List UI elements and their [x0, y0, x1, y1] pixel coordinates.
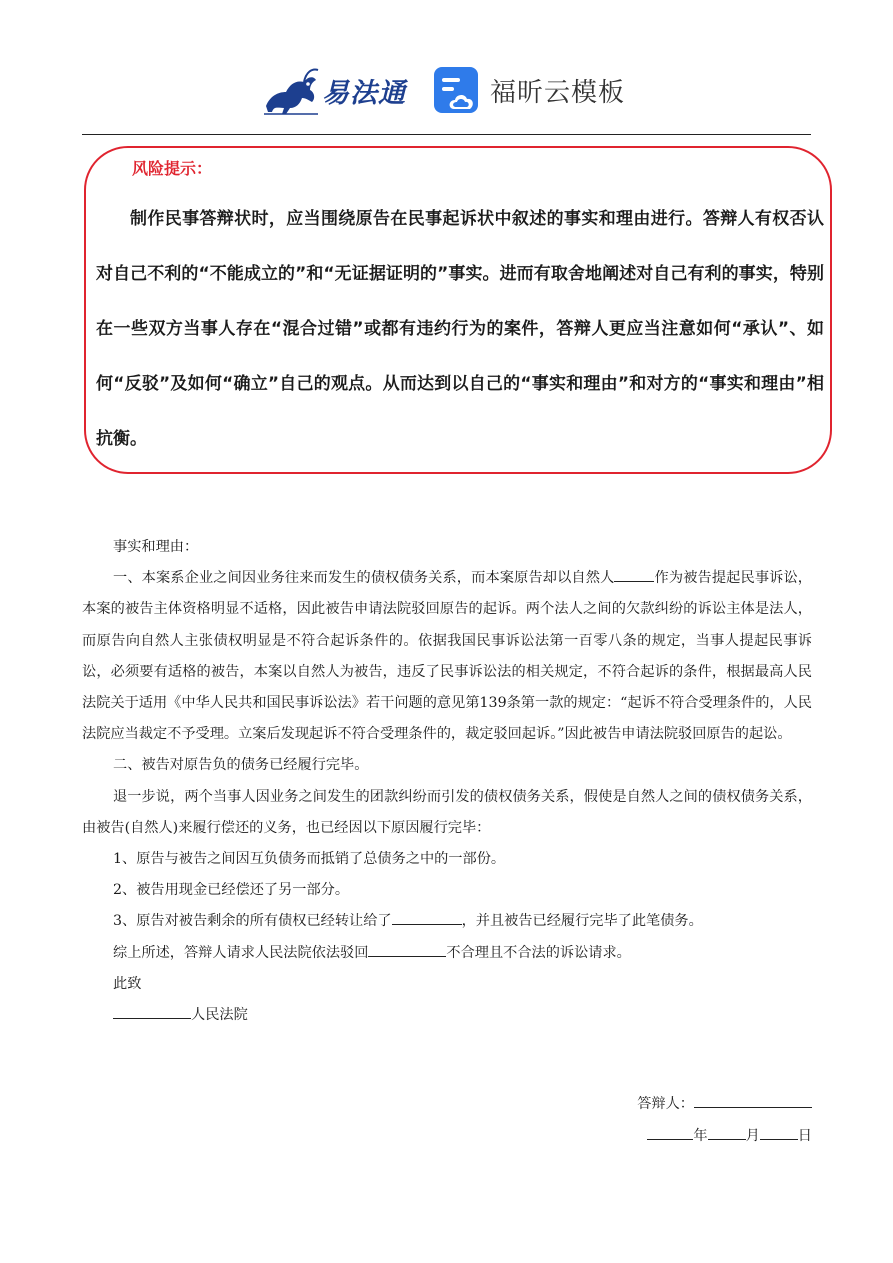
paragraph-1-a: 一、本案系企业之间因业务往来而发生的债权债务关系，而本案原告却以自然人 — [113, 570, 615, 587]
paragraph-7 — [82, 938, 812, 969]
court-label: 人民法院 — [191, 1007, 248, 1024]
respondent-label: 答辩人： — [637, 1096, 694, 1112]
document-body — [82, 532, 812, 1031]
blank-transferee[interactable] — [392, 908, 462, 925]
blank-year[interactable] — [647, 1123, 693, 1140]
logo1-name: 易法通 — [322, 77, 406, 109]
paragraph-1 — [82, 563, 812, 750]
paragraph-4: 1、原告与被告之间因互负债务而抵销了总债务之中的一部份。 — [113, 851, 506, 868]
risk-notice-box — [84, 146, 832, 474]
paragraph-2: 二、被告对原告负的债务已经履行完毕。 — [113, 757, 369, 774]
paragraph-3: 退一步说，两个当事人因业务之间发生的团款纠纷而引发的债权债务关系，假使是自然人之间的债权债务关系，由被告(自然人)来履行偿还的义务，也已经因以下原因履行完毕： — [82, 788, 812, 836]
blank-month[interactable] — [708, 1123, 746, 1140]
risk-title: 风险提示： — [132, 159, 213, 178]
blank-respondent[interactable] — [694, 1091, 812, 1108]
paragraph-6 — [82, 906, 812, 937]
blank-court-name[interactable] — [113, 1002, 191, 1019]
fuxin-logo — [432, 65, 625, 115]
paragraph-1-b: 作为被告提起民事诉讼，本案的被告主体资格明显不适格，因此被告申请法院驳回原告的起诉。两个法人之间的欠款纠纷的诉讼主体是法人，而原告向自然人主张债权明显是不符合起诉条件的。依据我国民事诉讼法第一百零八条的规定，当事人提起民事诉讼，必须要有适格的被告，本案以自然人为被告，违反了民事诉讼法的相关规定，不符合起诉的条件，根据最高人民法院关于适用《中华人民共和国民事诉讼法》若干问题的意见第139条第一款的规定：“起诉不符合受理条件的，人民法院应当裁定不予受理。立案后发现起诉不符合受理条件的，裁定驳回起诉。”因此被告申请法院驳回原告的起讼。 — [82, 570, 812, 743]
logo2-name: 福昕云模板 — [490, 77, 626, 108]
paragraph-5: 2、被告用现金已经偿还了另一部分。 — [113, 882, 350, 899]
year-label: 年 — [693, 1128, 708, 1144]
facts-heading: 事实和理由： — [113, 539, 199, 555]
paragraph-7-b: 不合理且不合法的诉讼请求。 — [446, 944, 631, 961]
yifatong-logo — [260, 60, 406, 120]
paragraph-6-b: ，并且被告已经履行完毕了此笔债务。 — [461, 913, 703, 930]
qilin-icon — [260, 62, 320, 118]
risk-body: 制作民事答辩状时，应当围绕原告在民事起诉状中叙述的事实和理由进行。答辩人有权否认对自己不利的“不能成立的”和“无证据证明的”事实。进而有取舍地阐述对自己有利的事实，特别在一些双方当事人存在“混合过错”或都有违约行为的案件，答辩人更应当注意如何“承认”、如何“反驳”及如何“确立”自己的观点。从而达到以自己的“事实和理由”和对方的“事实和理由”相抗衡。 — [96, 209, 824, 449]
blank-day[interactable] — [760, 1123, 798, 1140]
blank-defendant-name[interactable] — [614, 565, 654, 582]
day-label: 日 — [797, 1128, 812, 1144]
court-line — [82, 1000, 812, 1031]
header-logos — [260, 60, 640, 120]
date-row — [647, 1121, 812, 1152]
paragraph-7-a: 综上所述，答辩人请求人民法院依法驳回 — [113, 944, 369, 961]
closing-cizhi: 此致 — [113, 975, 142, 992]
paragraph-6-a: 3、原告对被告剩余的所有债权已经转让给了 — [113, 913, 392, 930]
cloud-doc-icon — [432, 65, 482, 115]
month-label: 月 — [745, 1128, 760, 1144]
respondent-signature-row — [637, 1089, 812, 1120]
blank-plaintiff[interactable] — [368, 940, 446, 957]
header-divider — [82, 134, 811, 135]
